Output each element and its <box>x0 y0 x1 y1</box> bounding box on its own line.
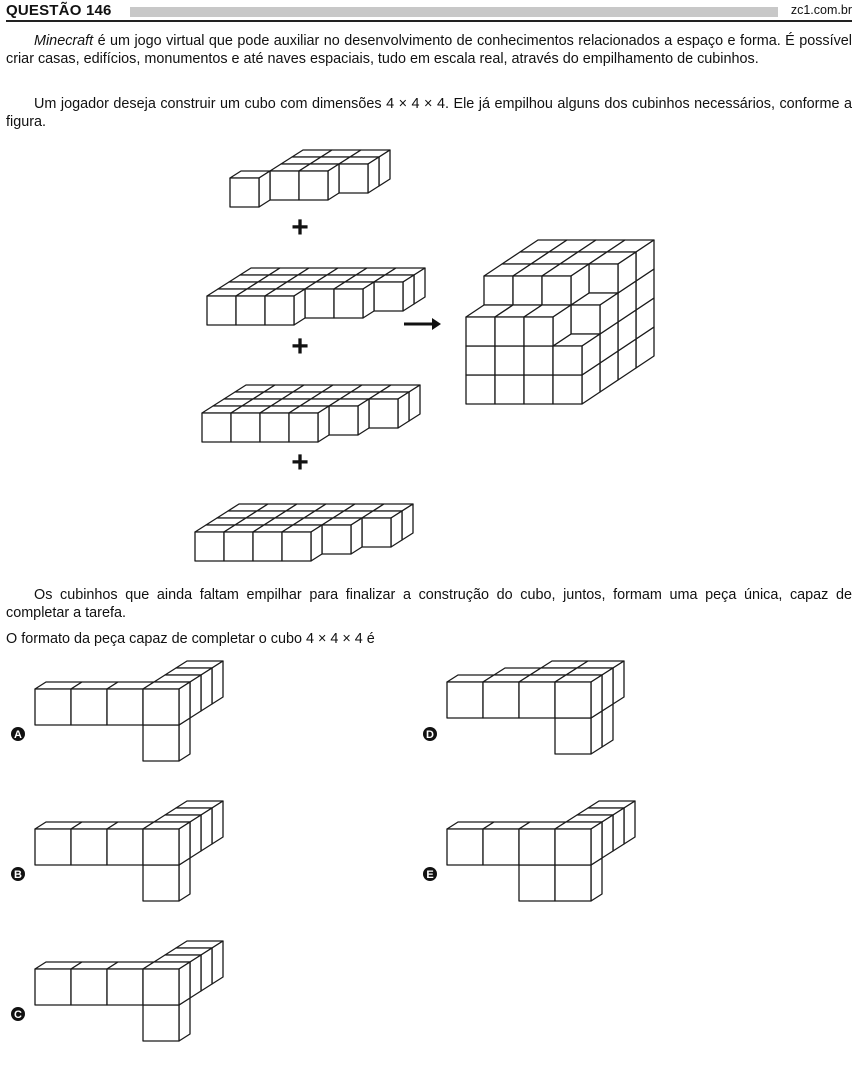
option-figure <box>35 801 223 901</box>
cube-side-face <box>624 801 635 844</box>
cube-side-face <box>201 808 212 851</box>
cube-side-face <box>363 282 374 318</box>
plus-sign: + <box>291 446 309 479</box>
cube-front-face <box>374 282 403 311</box>
cube-front-face <box>589 264 618 293</box>
cube-front-face <box>524 317 553 346</box>
problem-paragraph: Um jogador deseja construir um cubo com dimensões 4 × 4 × 4. Ele já empilhou alguns dos cubinhos necessários, conforme a figura. <box>6 96 852 130</box>
cube-front-face <box>195 532 224 561</box>
cube-front-face <box>143 725 179 761</box>
cube-front-face <box>143 865 179 901</box>
cube-front-face <box>524 375 553 404</box>
layer-top <box>230 150 390 207</box>
cube-front-face <box>447 829 483 865</box>
cube-side-face <box>368 157 379 193</box>
cube-side-face <box>391 511 402 547</box>
intro-text: é um jogo virtual que pode auxiliar no desenvolvimento de conhecimentos relacionados a espaço e forma. É possível criar casas, edifícios, monumentos e até naves espaciais, tudo em escala real, através do empilhamento de cubinhos. <box>6 33 852 67</box>
site-name: zc1.com.br <box>790 3 852 17</box>
cube-front-face <box>524 346 553 375</box>
cube-front-face <box>143 689 179 725</box>
cube-front-face <box>466 317 495 346</box>
cube-front-face <box>553 375 582 404</box>
cube-side-face <box>414 268 425 304</box>
cube-front-face <box>542 276 571 305</box>
cube-side-face <box>294 289 305 325</box>
cube-front-face <box>143 829 179 865</box>
missing-pieces-paragraph: Os cubinhos que ainda faltam empilhar para finalizar a construção do cubo, juntos, formam uma peça única, capaz de completar a tarefa. <box>6 587 852 621</box>
option-letter: A <box>14 729 22 741</box>
cube-side-face <box>409 385 420 421</box>
layer-second <box>202 385 420 442</box>
cube-side-face <box>398 392 409 428</box>
cube-front-face <box>299 171 328 200</box>
cube-side-face <box>179 822 190 865</box>
cube-side-face <box>358 399 369 435</box>
cube-side-face <box>179 962 190 1005</box>
cube-front-face <box>71 969 107 1005</box>
cube-front-face <box>362 518 391 547</box>
option-e[interactable] <box>423 801 635 901</box>
cube-side-face <box>212 941 223 984</box>
cube-front-face <box>555 682 591 718</box>
option-a[interactable] <box>11 661 223 761</box>
option-letter: D <box>426 729 434 741</box>
cube-front-face <box>484 276 513 305</box>
cube-front-face <box>305 289 334 318</box>
option-letter: B <box>14 869 22 881</box>
cube-front-face <box>35 829 71 865</box>
layer-bottom <box>195 504 413 561</box>
cube-front-face <box>513 276 542 305</box>
cube-side-face <box>311 525 322 561</box>
cube-front-face <box>236 296 265 325</box>
cube-front-face <box>519 865 555 901</box>
cube-side-face <box>403 275 414 311</box>
cube-front-face <box>270 171 299 200</box>
cube-front-face <box>282 532 311 561</box>
cube-front-face <box>107 969 143 1005</box>
cube-side-face <box>201 668 212 711</box>
option-letter: C <box>14 1009 22 1021</box>
cube-front-face <box>466 375 495 404</box>
cube-front-face <box>322 525 351 554</box>
option-c[interactable] <box>11 941 223 1041</box>
option-figure <box>35 661 223 761</box>
cube-front-face <box>553 346 582 375</box>
cube-side-face <box>190 675 201 718</box>
layer-figures <box>195 150 425 561</box>
cube-front-face <box>466 346 495 375</box>
cube-front-face <box>265 296 294 325</box>
cube-front-face <box>334 289 363 318</box>
cube-front-face <box>202 413 231 442</box>
cube-front-face <box>107 689 143 725</box>
cube-front-face <box>555 865 591 901</box>
cube-front-face <box>369 399 398 428</box>
cube-side-face <box>613 661 624 704</box>
stacked-cube <box>466 240 654 404</box>
right-arrow-icon <box>404 318 441 330</box>
question-prompt: O formato da peça capaz de completar o cubo 4 × 4 × 4 é <box>6 631 375 647</box>
cube-side-face <box>212 661 223 704</box>
cube-front-face <box>555 829 591 865</box>
cube-front-face <box>339 164 368 193</box>
cube-side-face <box>591 675 602 718</box>
cube-side-face <box>402 504 413 540</box>
cube-front-face <box>519 682 555 718</box>
game-name: Minecraft <box>34 33 94 49</box>
cube-front-face <box>571 305 600 334</box>
cube-side-face <box>318 406 329 442</box>
option-figure <box>447 801 635 901</box>
question-number: QUESTÃO 146 <box>6 2 112 19</box>
cube-side-face <box>179 682 190 725</box>
cube-front-face <box>107 829 143 865</box>
option-figure <box>35 941 223 1041</box>
plus-sign: + <box>291 211 309 244</box>
cube-front-face <box>519 829 555 865</box>
cube-front-face <box>495 375 524 404</box>
cube-front-face <box>143 1005 179 1041</box>
cube-front-face <box>230 178 259 207</box>
option-figure <box>447 661 624 754</box>
cube-side-face <box>613 808 624 851</box>
option-b[interactable] <box>11 801 223 901</box>
cube-front-face <box>329 406 358 435</box>
cube-front-face <box>495 317 524 346</box>
cube-front-face <box>224 532 253 561</box>
cube-side-face <box>328 164 339 200</box>
cube-side-face <box>201 948 212 991</box>
cube-side-face <box>190 955 201 998</box>
cube-front-face <box>35 969 71 1005</box>
layer-third <box>207 268 425 325</box>
cube-side-face <box>259 171 270 207</box>
cube-front-face <box>447 682 483 718</box>
cube-side-face <box>602 668 613 711</box>
cube-front-face <box>207 296 236 325</box>
cube-front-face <box>555 718 591 754</box>
cube-front-face <box>35 689 71 725</box>
cube-front-face <box>483 829 519 865</box>
cube-side-face <box>351 518 362 554</box>
cube-front-face <box>71 689 107 725</box>
cube-side-face <box>591 822 602 865</box>
stacked-cube-figure <box>466 240 654 404</box>
option-letter: E <box>426 869 434 881</box>
cube-side-face <box>379 150 390 186</box>
cube-front-face <box>253 532 282 561</box>
cube-front-face <box>289 413 318 442</box>
cube-front-face <box>483 682 519 718</box>
cube-front-face <box>231 413 260 442</box>
cube-front-face <box>71 829 107 865</box>
cube-side-face <box>190 815 201 858</box>
plus-sign: + <box>291 330 309 363</box>
option-d[interactable] <box>423 661 624 754</box>
cube-front-face <box>495 346 524 375</box>
cube-side-face <box>212 801 223 844</box>
answer-options <box>11 661 635 1041</box>
cube-front-face <box>143 969 179 1005</box>
cube-front-face <box>260 413 289 442</box>
cube-side-face <box>602 815 613 858</box>
